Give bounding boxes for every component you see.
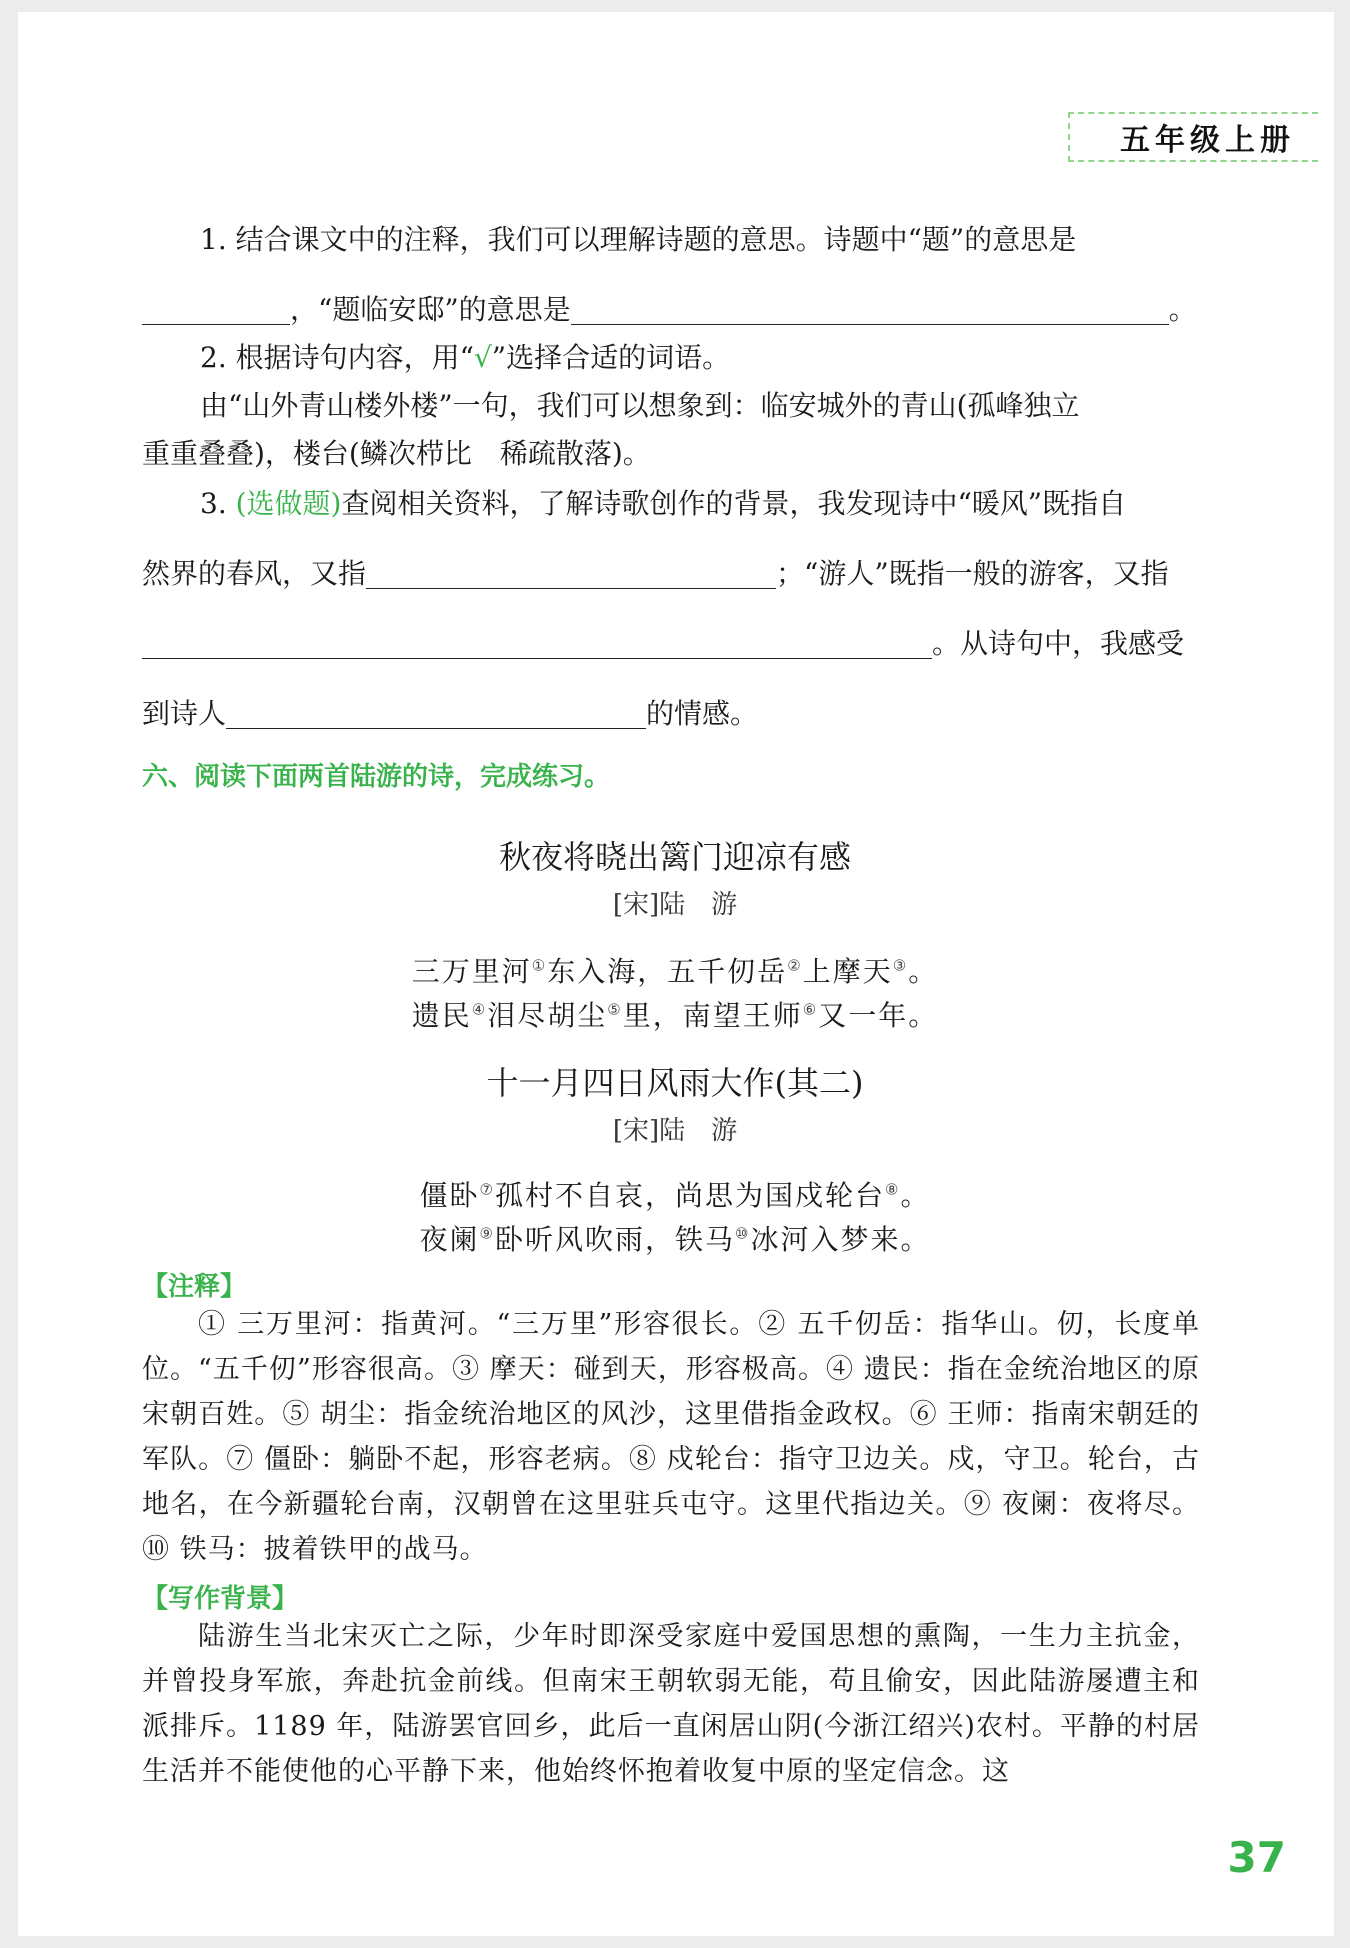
poem1-line2: 遗民④泪尽胡尘⑤里，南望王师⑥又一年。	[411, 999, 939, 1032]
q3-blank-2[interactable]	[142, 657, 932, 659]
q1-line2: ，“题临安邸”的意思是 。	[142, 296, 1197, 325]
poem1-author: [宋]陆 游	[612, 890, 738, 920]
q2-line1: 2. 根据诗句内容，用“√”选择合适的词语。	[200, 341, 731, 374]
q3-line1: 3. (选做题)查阅相关资料，了解诗歌创作的背景，我发现诗中“暖风”既指自	[200, 487, 1127, 520]
q1-blank-1[interactable]	[142, 323, 290, 325]
q1-line1: 1. 结合课文中的注释，我们可以理解诗题的意思。诗题中“题”的意思是	[200, 223, 1077, 256]
q3-line2: 然界的春风，又指 ；“游人”既指一般的游客，又指	[142, 557, 1169, 590]
notes-tag: 【注释】	[142, 1272, 247, 1302]
check-mark-icon: √	[473, 341, 492, 374]
poem2-author: [宋]陆 游	[612, 1116, 738, 1146]
q2-line2: 由“山外青山楼外楼”一句，我们可以想象到：临安城外的青山(孤峰独立	[200, 389, 1080, 422]
q2-line3: 重重叠叠)，楼台(鳞次栉比 稀疏散落)。	[142, 437, 651, 470]
notes-body: ① 三万里河：指黄河。“三万里”形容很长。② 五千仞岳：指华山。仞，长度单位。“五千仞”形容很高。③ 摩天：碰到天，形容极高。④ 遗民：指在金统治地区的原宋朝百姓。⑤ 胡尘：指金统治地区的风沙，这里借指金政权。⑥ 王师：指南宋朝廷的军队。⑦ 僵卧：躺卧不起，形容老病。⑧ 戍轮台：指守卫边关。戍，守卫。轮台，古地名，在今新疆轮台南，汉朝曾在这里驻兵屯守。这里代指边关。⑨ 夜阑：夜将尽。⑩ 铁马：披着铁甲的战马。	[142, 1309, 1200, 1565]
poem1-title: 秋夜将晓出篱门迎凉有感	[498, 838, 851, 876]
optional-tag: (选做题)	[235, 487, 342, 520]
q3-blank-1[interactable]	[366, 587, 776, 589]
q3-line3: 。从诗句中，我感受	[142, 630, 1184, 659]
poem2-line2: 夜阑⑨卧听风吹雨，铁马⑩冰河入梦来。	[419, 1223, 931, 1256]
background-body: 陆游生当北宋灭亡之际，少年时即深受家庭中爱国思想的熏陶，一生力主抗金，并曾投身军旅，奔赴抗金前线。但南宋王朝软弱无能，苟且偷安，因此陆游屡遭主和派排斥。1189 年，陆游罢官回乡，此后一直闲居山阴(今浙江绍兴)农村。平静的村居生活并不能使他的心平静下来，他始终怀抱着收复中原的坚定信念。这	[142, 1621, 1200, 1787]
poem2-line1: 僵卧⑦孤村不自哀，尚思为国戍轮台⑧。	[419, 1179, 931, 1212]
q3-blank-3[interactable]	[226, 727, 646, 729]
section-title: 六、阅读下面两首陆游的诗，完成练习。	[142, 762, 611, 792]
grade-label: 五年级上册	[1068, 112, 1318, 162]
page-number: 37	[1227, 1833, 1286, 1882]
poem1-line1: 三万里河①东入海，五千仞岳②上摩天③。	[411, 955, 939, 988]
q3-line4: 到诗人 的情感。	[142, 697, 759, 730]
poem2-title: 十一月四日风雨大作(其二)	[486, 1064, 864, 1102]
q1-blank-2[interactable]	[571, 323, 1169, 325]
background-tag: 【写作背景】	[142, 1584, 299, 1614]
